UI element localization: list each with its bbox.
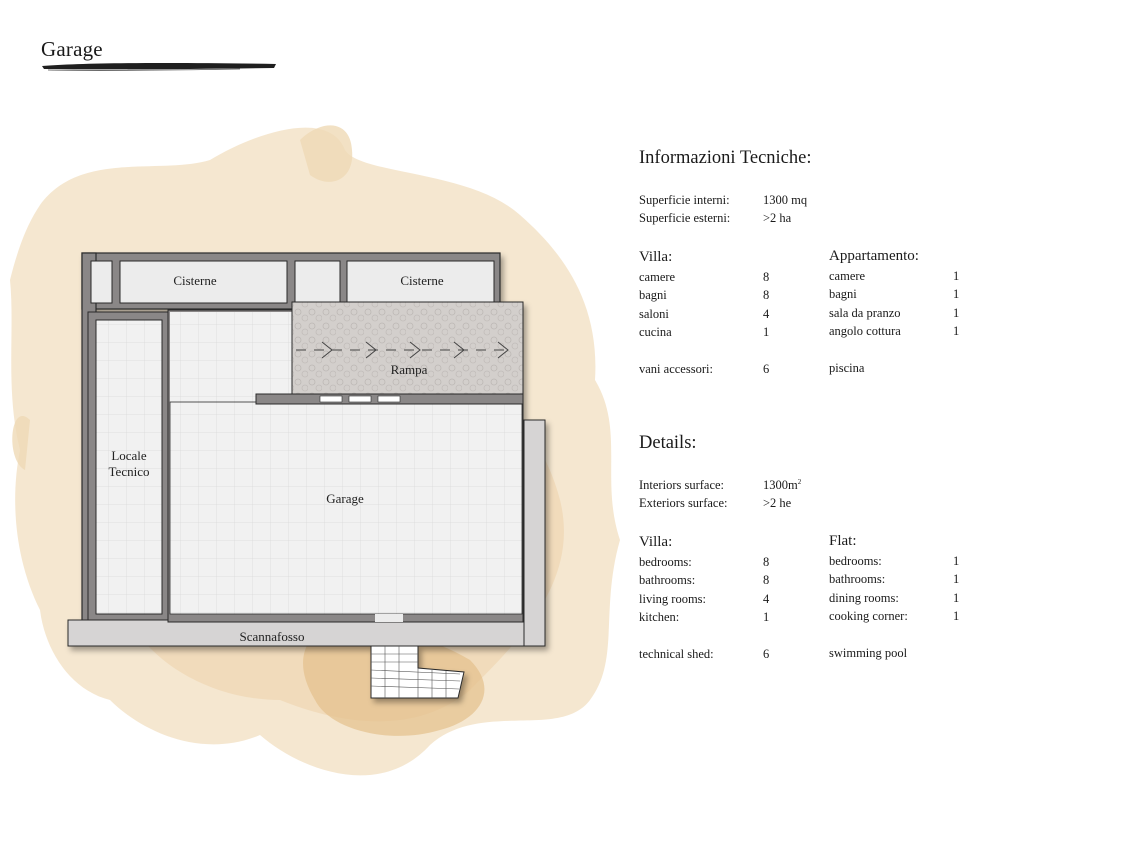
villa-row-label: bathrooms: (639, 573, 696, 587)
surface-value: $1300m^2$ (763, 478, 802, 493)
villa-row-label: cucina (639, 325, 672, 339)
surface-value: >2 he (763, 496, 792, 510)
villa-row-label: living rooms: (639, 592, 707, 606)
label-cisterne-right: Cisterne (400, 273, 444, 288)
villa-row-value: 8 (763, 270, 770, 284)
flat-extra-label: piscina (829, 361, 865, 375)
flat-row-label: angolo cottura (829, 324, 901, 338)
villa-extra-label: technical shed: (639, 647, 714, 661)
villa-row-label: kitchen: (639, 610, 680, 624)
flat-row-value: 1 (953, 324, 960, 338)
villa-row-value: 8 (763, 288, 770, 302)
villa-extra-label: vani accessori: (639, 362, 713, 376)
villa-row-value: 4 (763, 307, 770, 321)
villa-title: Villa: (639, 534, 673, 550)
villa-title: Villa: (639, 249, 673, 265)
surface-label: Superficie interni: (639, 193, 730, 207)
heading-details: Details: (639, 433, 697, 453)
flat-row-label: sala da pranzo (829, 306, 901, 320)
flat-title: Appartamento: (829, 248, 919, 264)
flat-row-value: 1 (953, 269, 960, 283)
villa-row-label: saloni (639, 307, 669, 321)
villa-row-value: 4 (763, 592, 770, 606)
flat-row-label: bagni (829, 287, 857, 301)
villa-row-value: 1 (763, 610, 770, 624)
flat-row-label: bathrooms: (829, 572, 886, 586)
flat-row-label: cooking corner: (829, 609, 908, 623)
villa-row-label: bedrooms: (639, 555, 692, 569)
label-scannafosso: Scannafosso (239, 629, 305, 644)
flat-row-value: 1 (953, 591, 960, 605)
villa-extra-value: 6 (763, 362, 770, 376)
villa-row-label: bagni (639, 288, 667, 302)
surface-value: >2 ha (763, 211, 792, 225)
page-title: Garage (41, 37, 103, 61)
villa-extra-value: 6 (763, 647, 770, 661)
villa-row-value: 8 (763, 573, 770, 587)
flat-extra-label: swimming pool (829, 646, 908, 660)
flat-row-value: 1 (953, 287, 960, 301)
flat-row-value: 1 (953, 609, 960, 623)
heading-informazioni: Informazioni Tecniche: (639, 148, 812, 168)
label-locale-line1: Locale (111, 448, 147, 463)
flat-row-label: bedrooms: (829, 554, 882, 568)
label-rampa: Rampa (390, 362, 428, 377)
label-garage: Garage (326, 491, 364, 506)
surface-label: Interiors surface: (639, 478, 725, 492)
flat-row-label: camere (829, 269, 866, 283)
flat-row-label: dining rooms: (829, 591, 899, 605)
villa-row-label: camere (639, 270, 676, 284)
surface-value: 1300 mq (763, 193, 808, 207)
flat-row-value: 1 (953, 554, 960, 568)
title-underline (40, 60, 280, 72)
villa-row-value: 8 (763, 555, 770, 569)
flat-row-value: 1 (953, 572, 960, 586)
flat-row-value: 1 (953, 306, 960, 320)
surface-label: Superficie esterni: (639, 211, 731, 225)
flat-title: Flat: (829, 533, 857, 549)
villa-row-value: 1 (763, 325, 770, 339)
floor-plan (0, 110, 640, 810)
label-locale-line2: Tecnico (108, 464, 150, 479)
label-cisterne-left: Cisterne (173, 273, 217, 288)
surface-label: Exteriors surface: (639, 496, 728, 510)
